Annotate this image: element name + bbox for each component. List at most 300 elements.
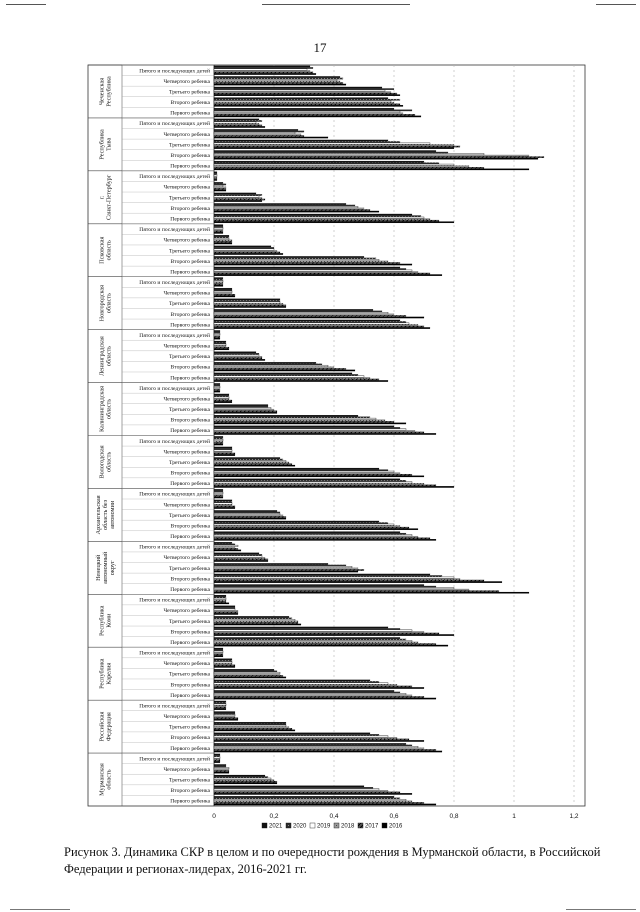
bar [214, 786, 364, 787]
legend-swatch [286, 823, 291, 828]
bar [214, 743, 406, 744]
row-label: Третьего ребенка [169, 354, 210, 361]
bar [214, 430, 415, 431]
bar [214, 412, 277, 413]
bar [214, 294, 235, 295]
bar [214, 701, 226, 702]
bar [214, 143, 430, 144]
bar [214, 637, 400, 638]
bar [214, 619, 295, 620]
row-label: Пятого и последующих детей [139, 385, 210, 392]
row-label: Третьего ребенка [169, 618, 210, 625]
bar [214, 783, 277, 784]
row-label: Первого ребенка [170, 163, 210, 170]
bar [214, 441, 223, 442]
bar [214, 317, 424, 318]
bar [214, 164, 454, 165]
bar [214, 474, 412, 475]
bar [214, 321, 406, 322]
bar [214, 197, 262, 198]
bar [214, 707, 226, 708]
bar [214, 674, 280, 675]
bar [214, 231, 223, 232]
bar [214, 802, 424, 803]
bar [214, 468, 379, 469]
bar [214, 300, 280, 301]
row-label: Третьего ребенка [169, 89, 210, 96]
bar [214, 702, 226, 703]
bar [214, 672, 280, 673]
bar [214, 252, 280, 253]
bar [214, 799, 406, 800]
bar [214, 408, 271, 409]
bar [214, 87, 382, 88]
bar [214, 463, 292, 464]
bar [214, 135, 304, 136]
bar [214, 161, 424, 162]
bar [214, 662, 232, 663]
bar [214, 586, 436, 587]
bar [214, 120, 262, 121]
bar [214, 268, 406, 269]
bar [214, 312, 388, 313]
bar [214, 645, 448, 646]
bar [214, 512, 280, 513]
bar [214, 610, 238, 611]
bar [214, 473, 400, 474]
bar [214, 270, 412, 271]
bar [214, 232, 223, 233]
bar [214, 740, 424, 741]
bar [214, 669, 274, 670]
bar [214, 609, 235, 610]
bar [214, 513, 280, 514]
bar [214, 284, 223, 285]
bar [214, 250, 277, 251]
bar [214, 501, 232, 502]
row-label: Третьего ребенка [169, 512, 210, 519]
bar [214, 704, 226, 705]
bar [214, 349, 229, 350]
bar [214, 651, 223, 652]
bar [214, 631, 424, 632]
bar [214, 175, 217, 176]
bar [214, 134, 301, 135]
bar [214, 787, 373, 788]
row-label: Второго ребенка [170, 152, 210, 159]
bar [214, 421, 394, 422]
bar [214, 660, 232, 661]
row-label: Четвертого ребенка [163, 396, 210, 403]
bar [214, 341, 226, 342]
bar [214, 374, 358, 375]
bar [214, 427, 400, 428]
bar [214, 199, 265, 200]
bar [214, 309, 373, 310]
row-label: Первого ребенка [170, 798, 210, 805]
bar [214, 492, 223, 493]
bar [214, 777, 268, 778]
bar [214, 208, 364, 209]
bar [214, 324, 418, 325]
region-label: Ненецкийавтономныйокруг [95, 551, 116, 584]
bar [214, 538, 430, 539]
row-label: Первого ребенка [170, 481, 210, 488]
x-tick-label: 1,2 [569, 813, 579, 820]
row-label: Второго ребенка [170, 311, 210, 318]
bar [214, 692, 400, 693]
bar [214, 380, 388, 381]
region-label: ЧеченскаяРеспублика [98, 76, 113, 107]
bar [214, 739, 409, 740]
bar [214, 432, 424, 433]
bar [214, 500, 232, 501]
row-label: Четвертого ребенка [163, 714, 210, 721]
bar [214, 279, 223, 280]
bar [214, 182, 223, 183]
row-label: Третьего ребенка [169, 724, 210, 731]
bar [214, 273, 430, 274]
bar [214, 368, 346, 369]
row-label: Четвертого ребенка [163, 237, 210, 244]
bar [214, 775, 265, 776]
bar [214, 548, 238, 549]
bar [214, 131, 304, 132]
bar [214, 179, 217, 180]
region-label: Ленинградскаяобласть [98, 336, 113, 376]
bar [214, 105, 403, 106]
region-label: РеспубликаКоми [98, 605, 113, 636]
bar [214, 415, 358, 416]
row-label: Первого ребенка [170, 639, 210, 646]
bar [214, 206, 358, 207]
legend-swatch [310, 823, 315, 828]
bar [214, 592, 529, 593]
x-tick-label: 0,4 [329, 813, 339, 820]
row-label: Третьего ребенка [169, 459, 210, 466]
bar [214, 220, 439, 221]
bar [214, 76, 340, 77]
figure-caption: Рисунок 3. Динамика СКР в целом и по очередности рождения в Мурманской области, в Российской Федерации и регионах-лидерах, 2016-2021 гг. [64, 845, 601, 876]
bar [214, 144, 454, 145]
bar [214, 649, 223, 650]
bar [214, 553, 259, 554]
bar [214, 326, 424, 327]
bar [214, 116, 421, 117]
bar [214, 91, 391, 92]
bar [214, 621, 298, 622]
row-label: Первого ребенка [170, 322, 210, 329]
bar [214, 353, 259, 354]
bar [214, 320, 400, 321]
bar [214, 238, 229, 239]
bar [214, 110, 412, 111]
bar [214, 386, 220, 387]
region-label: Калининградскаяобласть [98, 386, 113, 433]
bar [214, 612, 238, 613]
bar [214, 267, 400, 268]
bar [214, 718, 238, 719]
row-label: Второго ребенка [170, 100, 210, 107]
bar [214, 581, 502, 582]
row-label: Четвертого ребенка [163, 131, 210, 138]
bar [214, 571, 358, 572]
bar [214, 683, 388, 684]
legend-swatch [262, 823, 267, 828]
bar [214, 736, 388, 737]
row-label: Первого ребенка [170, 586, 210, 593]
bar [214, 193, 256, 194]
bar [214, 525, 400, 526]
bar [214, 315, 406, 316]
legend-label: 2021 [269, 823, 283, 830]
bar [214, 391, 220, 392]
bar [214, 352, 256, 353]
bar [214, 404, 268, 405]
bar [214, 409, 274, 410]
bar [214, 388, 220, 389]
bar [214, 394, 229, 395]
bar [214, 494, 223, 495]
row-label: Четвертого ребенка [163, 78, 210, 85]
bar [214, 141, 400, 142]
legend-label: 2016 [389, 823, 403, 830]
bar [214, 247, 274, 248]
bar [214, 711, 235, 712]
row-label: Второго ребенка [170, 417, 210, 424]
bar [214, 497, 223, 498]
bar [214, 722, 286, 723]
bar [214, 465, 295, 466]
bar [214, 622, 298, 623]
bar [214, 470, 388, 471]
bar [214, 764, 226, 765]
bar [214, 79, 337, 80]
bar [214, 547, 235, 548]
bar [214, 73, 316, 74]
bar [214, 444, 223, 445]
bar [214, 633, 439, 634]
bar [214, 418, 376, 419]
row-label: Третьего ребенка [169, 407, 210, 414]
bar [214, 296, 235, 297]
bar [214, 684, 397, 685]
bar [214, 681, 379, 682]
bar [214, 693, 406, 694]
bar [214, 293, 232, 294]
bar [214, 113, 403, 114]
bar [214, 489, 223, 490]
bar [214, 708, 226, 709]
bar [214, 158, 538, 159]
bar [214, 226, 223, 227]
row-label: Пятого и последующих детей [139, 703, 210, 710]
bar [214, 595, 226, 596]
legend-swatch [334, 823, 339, 828]
bar [214, 442, 223, 443]
row-label: Первого ребенка [170, 692, 210, 699]
bar [214, 737, 397, 738]
bar [214, 429, 406, 430]
bar [214, 398, 229, 399]
bar [214, 365, 328, 366]
bar [214, 601, 226, 602]
bar [214, 362, 316, 363]
bar [214, 347, 229, 348]
bar [214, 680, 370, 681]
bar [214, 327, 430, 328]
bar [214, 126, 265, 127]
bar [214, 719, 238, 720]
bar [214, 495, 223, 496]
bar [214, 67, 313, 68]
bar [214, 770, 229, 771]
bar [214, 447, 232, 448]
bar [214, 152, 448, 153]
region-label: РеспубликаТыва [98, 129, 113, 160]
bar [214, 462, 289, 463]
row-label: Четвертого ребенка [163, 555, 210, 562]
bar [214, 482, 412, 483]
bar [214, 377, 370, 378]
bar [214, 730, 295, 731]
row-label: Пятого и последующих детей [139, 438, 210, 445]
row-label: Второго ребенка [170, 735, 210, 742]
bar [214, 111, 400, 112]
bar [214, 137, 328, 138]
bar [214, 356, 262, 357]
bar [214, 288, 232, 289]
bar [214, 70, 310, 71]
bar [214, 114, 415, 115]
row-label: Пятого и последующих детей [139, 68, 210, 75]
bar [214, 653, 223, 654]
row-label: Пятого и последующих детей [139, 121, 210, 128]
bar [214, 261, 388, 262]
bar [214, 634, 454, 635]
bar [214, 507, 235, 508]
bar [214, 767, 229, 768]
bar [214, 203, 346, 204]
bar [214, 603, 229, 604]
bar [214, 395, 229, 396]
bar [214, 506, 235, 507]
bar [214, 639, 406, 640]
bar [214, 480, 406, 481]
bar [214, 271, 418, 272]
bar [214, 330, 220, 331]
bar [214, 140, 388, 141]
bar [214, 781, 277, 782]
bar [214, 578, 460, 579]
bar [214, 336, 220, 337]
bar [214, 515, 283, 516]
bar [214, 314, 394, 315]
bar [214, 792, 400, 793]
bar [214, 748, 424, 749]
bar [214, 401, 232, 402]
bar [214, 173, 217, 174]
legend-label: 2018 [341, 823, 355, 830]
bar [214, 88, 394, 89]
bar [214, 516, 286, 517]
bar [214, 491, 223, 492]
bar [214, 479, 400, 480]
bar [214, 751, 442, 752]
row-label: Первого ребенка [170, 745, 210, 752]
bar [214, 108, 394, 109]
bar [214, 695, 412, 696]
bar [214, 211, 379, 212]
x-tick-label: 0,6 [389, 813, 399, 820]
bar [214, 690, 394, 691]
bar [214, 417, 370, 418]
region-label: Архангельскаяобласть безавтономии [95, 495, 116, 535]
bar [214, 616, 289, 617]
bar [214, 78, 343, 79]
bar [214, 485, 436, 486]
bar [214, 542, 232, 543]
row-label: Второго ребенка [170, 629, 210, 636]
bar [214, 518, 286, 519]
row-label: Пятого и последующих детей [139, 227, 210, 234]
bar [214, 291, 232, 292]
bar [214, 200, 262, 201]
bar [214, 565, 346, 566]
row-label: Пятого и последующих детей [139, 174, 210, 181]
bar [214, 332, 220, 333]
bar [214, 439, 223, 440]
bar [214, 522, 388, 523]
x-tick-label: 0,2 [269, 813, 279, 820]
bar [214, 311, 382, 312]
bar [214, 521, 379, 522]
bar [214, 342, 226, 343]
bar [214, 686, 412, 687]
bar [214, 659, 232, 660]
bar [214, 778, 271, 779]
bar [214, 389, 220, 390]
bar [214, 433, 436, 434]
bar [214, 627, 388, 628]
bar [214, 241, 232, 242]
row-label: Первого ребенка [170, 375, 210, 382]
bar [214, 176, 217, 177]
bar [214, 796, 394, 797]
bar [214, 648, 223, 649]
bar [214, 544, 235, 545]
bar [214, 628, 400, 629]
bar [214, 533, 406, 534]
bar [214, 554, 262, 555]
bar [214, 460, 286, 461]
bar [214, 476, 424, 477]
row-label: Третьего ребенка [169, 671, 210, 678]
bar [214, 355, 259, 356]
bar [214, 346, 226, 347]
bar [214, 724, 286, 725]
bar [214, 618, 292, 619]
bar [214, 696, 424, 697]
bar [214, 153, 484, 154]
row-label: Второго ребенка [170, 682, 210, 689]
bar [214, 656, 223, 657]
bar [214, 82, 343, 83]
bar [214, 94, 400, 95]
bar [214, 459, 283, 460]
bar [214, 335, 220, 336]
legend-swatch [358, 823, 363, 828]
